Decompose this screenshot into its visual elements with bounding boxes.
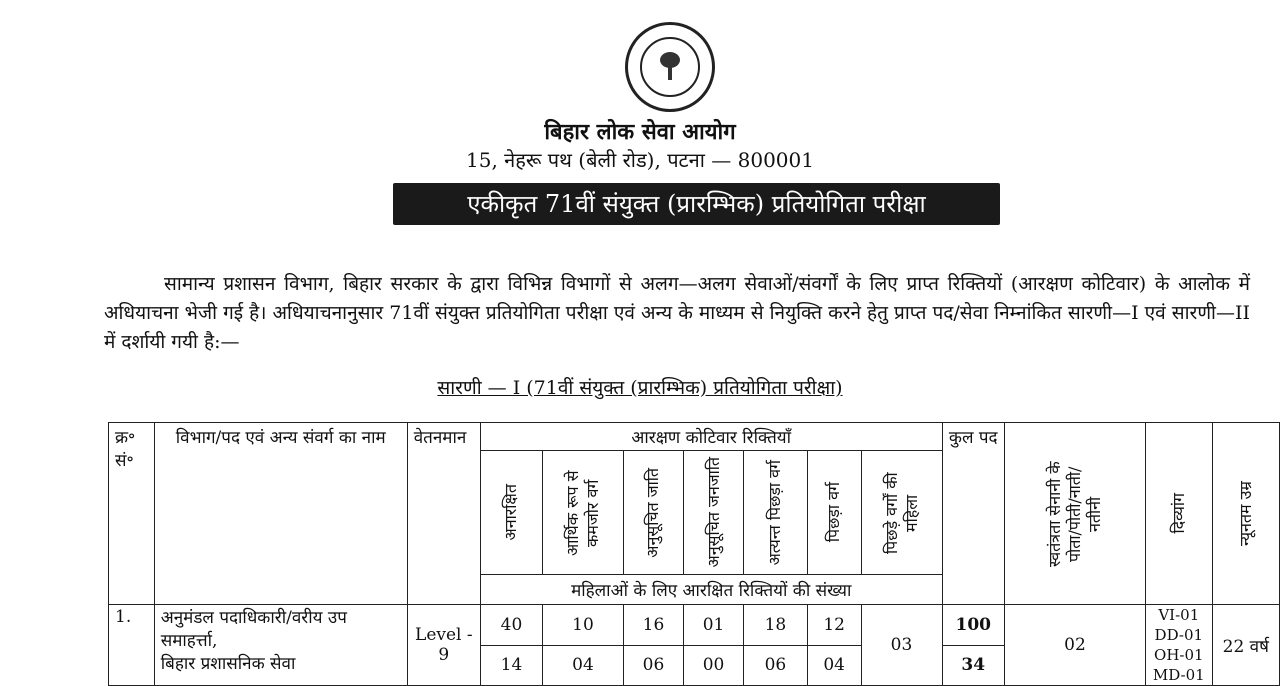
commission-address: 15, नेहरू पथ (बेली रोड), पटना — 800001 — [466, 148, 814, 172]
total-women-posts: 34 — [942, 645, 1004, 686]
cat-label: अनारक्षित — [501, 484, 521, 541]
vacancy-bc-women: 03 — [861, 605, 942, 686]
header-min-age — [1212, 423, 1279, 605]
table-header-row-1 — [109, 423, 1280, 451]
vacancy-table — [108, 422, 1280, 686]
divyang-item: MD-01 — [1152, 666, 1205, 684]
vacancy-bc: 12 — [807, 605, 861, 646]
freedom-fighter-posts: 02 — [1004, 605, 1145, 686]
dept-name-line: बिहार प्रशासनिक सेवा — [160, 654, 296, 674]
intro-paragraph — [104, 270, 1250, 357]
women-st: 00 — [684, 645, 744, 686]
header-cat-bc — [807, 451, 861, 575]
women-ews: 04 — [542, 645, 623, 686]
table-row — [109, 605, 1280, 646]
vacancy-sc: 16 — [623, 605, 683, 646]
women-ebc: 06 — [744, 645, 808, 686]
header-cat-st — [684, 451, 744, 575]
vacancy-ebc: 18 — [744, 605, 808, 646]
women-bc: 04 — [807, 645, 861, 686]
header-cat-sc — [623, 451, 683, 575]
header-cat-ebc — [744, 451, 808, 575]
header-total-posts: कुल पद — [942, 423, 1004, 605]
vacancy-ews: 10 — [542, 605, 623, 646]
bpsc-seal-logo — [625, 22, 715, 112]
cat-label: पिछड़ा वर्ग — [824, 482, 844, 543]
table-caption: सारणी — I (71वीं संयुक्त (प्रारम्भिक) प्रतियोगिता परीक्षा) — [437, 377, 843, 399]
dept-name-line: अनुमंडल पदाधिकारी/वरीय उप समाहर्त्ता, — [160, 608, 347, 651]
intro-text: सामान्य प्रशासन विभाग, बिहार सरकार के द्वारा विभिन्न विभागों से अलग—अलग सेवाओं/संवर्गों के लिए प्राप्त रिक्तियों (आरक्षण कोटिवार) के आलोक में अधियाचना भेजी गई है। अधियाचनानुसार 71वीं संयुक्त प्रतियोगिता परीक्षा एवं अन्य के माध्यम से नियुक्ति करने हेतु प्राप्त पद/सेवा निम्नांकित सारणी—I एवं सारणी—II में दर्शायी गयी है:— — [104, 273, 1250, 353]
header-divyang — [1145, 423, 1212, 605]
women-sc: 06 — [623, 645, 683, 686]
exam-title-banner: एकीकृत 71वीं संयुक्त (प्रारम्भिक) प्रतियोगिता परीक्षा — [393, 183, 1000, 225]
cat-label: अनुसूचित जाति — [643, 467, 663, 558]
freedom-fighter-label: स्वतंत्रता सेनानी के पोता/पोती/नाती/नतीनी — [1044, 460, 1104, 567]
cat-label: आर्थिक रूप से कमजोर वर्ग — [562, 469, 602, 556]
min-age-label: न्यूनतम उम्र — [1235, 481, 1255, 546]
cat-label: पिछड़े वर्गों की महिला — [881, 471, 921, 554]
tree-icon — [658, 52, 682, 82]
divyang-posts — [1145, 605, 1212, 686]
divyang-item: DD-01 — [1154, 626, 1204, 644]
divyang-item: VI-01 — [1158, 606, 1200, 624]
row-pay-scale: Level - 9 — [407, 605, 480, 686]
seal-emblem — [640, 37, 700, 97]
header-women-reserved: महिलाओं के लिए आरक्षित रिक्तियों की संख्या — [480, 575, 942, 605]
header-cat-unreserved — [480, 451, 542, 575]
divyang-item: OH-01 — [1154, 646, 1204, 664]
women-unreserved: 14 — [480, 645, 542, 686]
header-cat-ews — [542, 451, 623, 575]
vacancy-unreserved: 40 — [480, 605, 542, 646]
header-serial: क्र॰ सं॰ — [109, 423, 155, 605]
vacancy-st: 01 — [684, 605, 744, 646]
cat-label: अत्यन्त पिछड़ा वर्ग — [765, 459, 785, 566]
divyang-label: दिव्यांग — [1168, 493, 1188, 534]
commission-name: बिहार लोक सेवा आयोग — [544, 119, 736, 145]
header-dept-name: विभाग/पद एवं अन्य संवर्ग का नाम — [154, 423, 407, 605]
header-cat-bc-women — [861, 451, 942, 575]
header-reservation: आरक्षण कोटिवार रिक्तियाँ — [480, 423, 942, 451]
total-posts: 100 — [942, 605, 1004, 646]
cat-label: अनुसूचित जनजाति — [703, 457, 723, 568]
row-dept-name — [154, 605, 407, 686]
header-freedom-fighter — [1004, 423, 1145, 605]
row-serial: 1. — [109, 605, 155, 686]
min-age-value: 22 वर्ष — [1212, 605, 1279, 686]
header-pay-scale: वेतनमान — [407, 423, 480, 605]
